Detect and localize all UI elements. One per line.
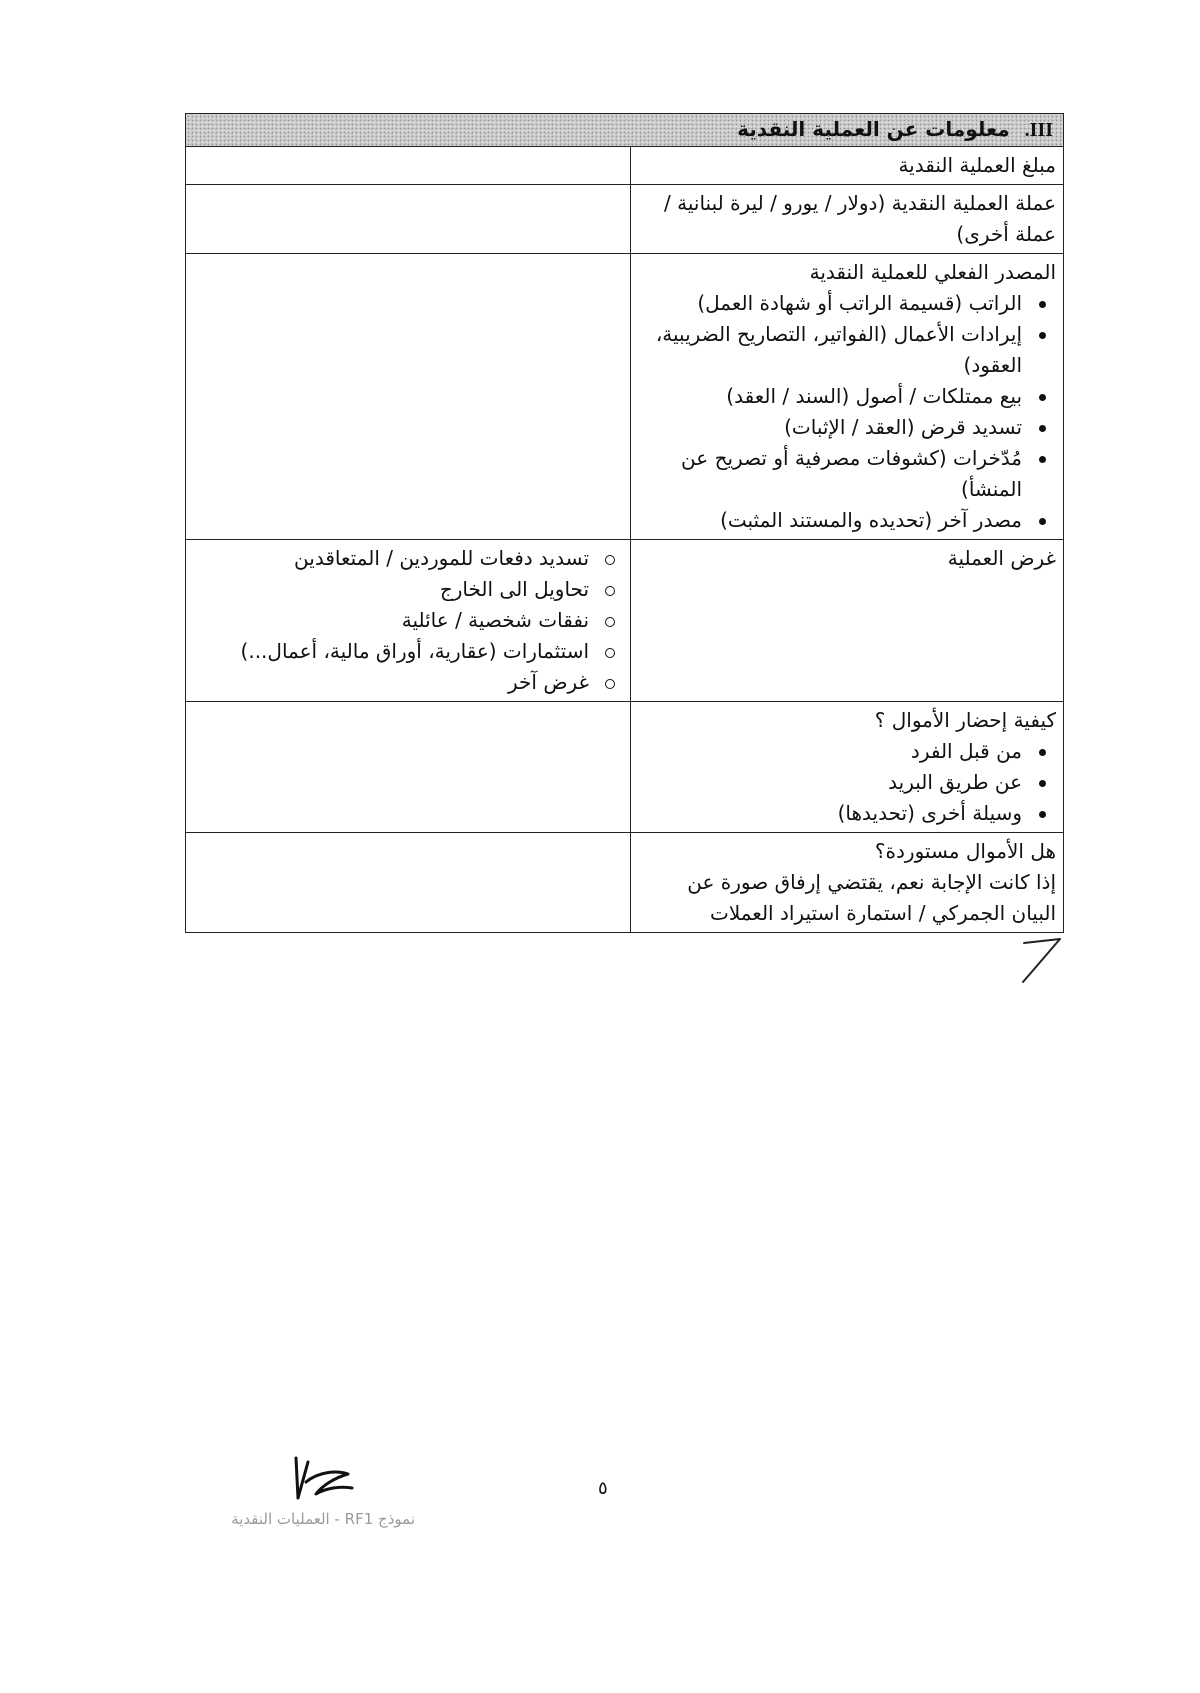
pen-mark-icon bbox=[1020, 935, 1066, 985]
delivery-item: وسيلة أخرى (تحديدها) bbox=[638, 798, 1056, 829]
purpose-options-cell bbox=[186, 540, 631, 702]
delivery-cell bbox=[631, 702, 1064, 833]
signature-icon bbox=[288, 1452, 360, 1508]
delivery-row bbox=[186, 702, 1064, 833]
amount-row bbox=[186, 147, 1064, 185]
source-item: مصدر آخر (تحديده والمستند المثبت) bbox=[638, 505, 1056, 536]
delivery-label: كيفية إحضار الأموال ؟ bbox=[874, 708, 1057, 732]
delivery-value-field[interactable] bbox=[186, 702, 631, 833]
purpose-option[interactable]: تسديد دفعات للموردين / المتعاقدين bbox=[193, 543, 623, 574]
imported-value-field[interactable] bbox=[186, 833, 631, 933]
imported-note: إذا كانت الإجابة نعم، يقتضي إرفاق صورة عن البيان الجمركي / استمارة استيراد العملات bbox=[687, 870, 1057, 925]
source-cell bbox=[631, 254, 1064, 540]
source-item: الراتب (قسيمة الراتب أو شهادة العمل) bbox=[638, 288, 1056, 319]
amount-value-field[interactable] bbox=[186, 147, 631, 185]
source-row bbox=[186, 254, 1064, 540]
delivery-list bbox=[638, 736, 1056, 829]
source-item: تسديد قرض (العقد / الإثبات) bbox=[638, 412, 1056, 443]
cash-transaction-form bbox=[185, 113, 1064, 933]
section-header-row bbox=[186, 114, 1064, 147]
source-label: المصدر الفعلي للعملية النقدية bbox=[809, 260, 1057, 284]
source-item: إيرادات الأعمال (الفواتير، التصاريح الضريبية، العقود) bbox=[638, 319, 1056, 381]
currency-label: عملة العملية النقدية (دولار / يورو / ليرة لبنانية / عملة أخرى) bbox=[631, 185, 1064, 254]
purpose-label: غرض العملية bbox=[631, 540, 1064, 702]
source-item: مُدّخرات (كشوفات مصرفية أو تصريح عن المنشأ) bbox=[638, 443, 1056, 505]
imported-row bbox=[186, 833, 1064, 933]
purpose-row bbox=[186, 540, 1064, 702]
purpose-option[interactable]: نفقات شخصية / عائلية bbox=[193, 605, 623, 636]
imported-label: هل الأموال مستوردة؟ bbox=[874, 839, 1057, 863]
source-item: بيع ممتلكات / أصول (السند / العقد) bbox=[638, 381, 1056, 412]
footer-stamp: نموذج RF1 - العمليات النقدية bbox=[231, 1510, 415, 1528]
purpose-options bbox=[193, 543, 623, 698]
currency-value-field[interactable] bbox=[186, 185, 631, 254]
purpose-option[interactable]: استثمارات (عقارية، أوراق مالية، أعمال...) bbox=[193, 636, 623, 667]
source-value-field[interactable] bbox=[186, 254, 631, 540]
section-header bbox=[186, 114, 1064, 147]
section-number: III. bbox=[1024, 119, 1054, 141]
currency-row bbox=[186, 185, 1064, 254]
purpose-option[interactable]: تحاويل الى الخارج bbox=[193, 574, 623, 605]
page-number: ٥ bbox=[598, 1478, 608, 1499]
delivery-item: من قبل الفرد bbox=[638, 736, 1056, 767]
section-title: معلومات عن العملية النقدية bbox=[737, 117, 1010, 141]
delivery-item: عن طريق البريد bbox=[638, 767, 1056, 798]
purpose-option[interactable]: غرض آخر bbox=[193, 667, 623, 698]
amount-label: مبلغ العملية النقدية bbox=[631, 147, 1064, 185]
imported-cell bbox=[631, 833, 1064, 933]
source-list bbox=[638, 288, 1056, 536]
